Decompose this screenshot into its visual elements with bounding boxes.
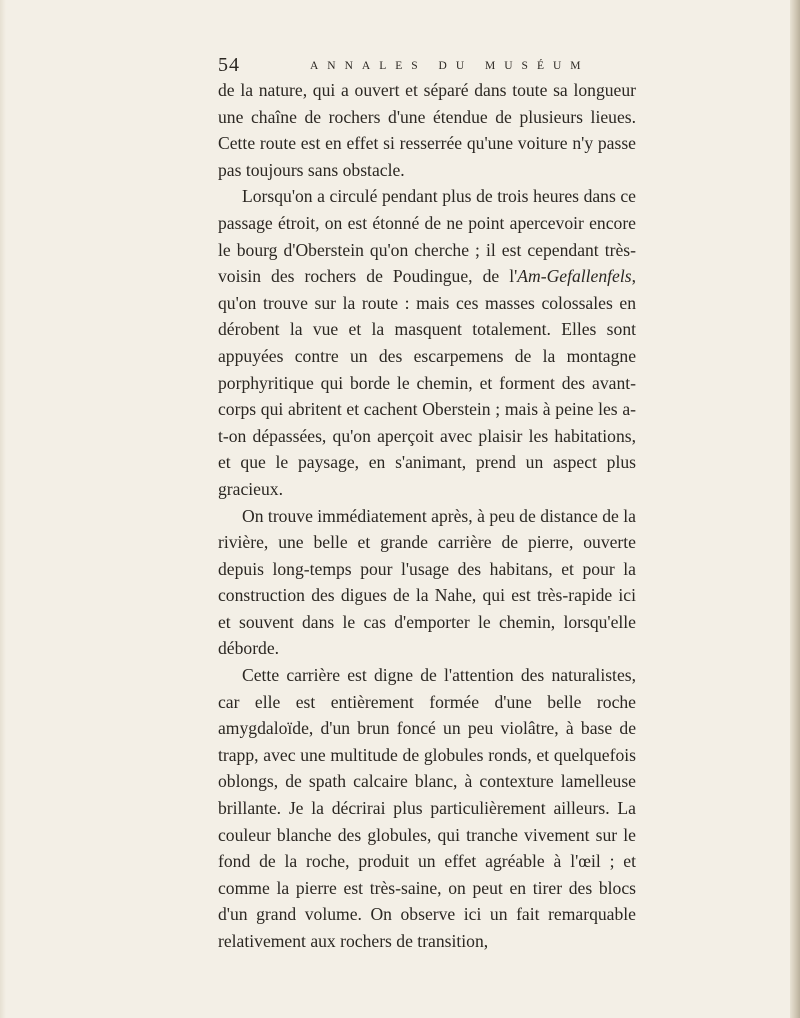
paragraph-3: On trouve immédiatement après, à peu de distance de la rivière, une belle et grande carrière de pierre, ouverte depuis long-temps pour l'usage des habitans, et pour la construction des digues de la Nahe, qui est très-rapide ici et souvent dans le cas d'emporter le chemin, lorsqu'elle déborde. xyxy=(218,505,636,659)
paragraph-1: de la nature, qui a ouvert et séparé dans toute sa longueur une chaîne de rochers d'une étendue de plusieurs lieues. Cette route est en effet si resserrée qu'une voiture n'y passe pas toujours sans obstacle. xyxy=(218,80,636,180)
page-binding-edge xyxy=(0,0,6,1018)
page-fore-edge xyxy=(790,0,800,1018)
body-text xyxy=(218,77,636,955)
page-number: 54 xyxy=(218,54,240,76)
paragraph-4: Cette carrière est digne de l'attention des naturalistes, car elle est entièrement formée d'une belle roche amygdaloïde, d'un brun foncé un peu violâtre, à base de trapp, avec une multitude de globules ronds, et quelquefois oblongs, de spath calcaire blanc, à contexture lamelleuse brillante. Je la décrirai plus particulièrement ailleurs. La couleur blanche des globules, qui tranche vivement sur le fond de la roche, produit un effet agréable à l'œil ; et comme la pierre est très-saine, on peut en tirer des blocs d'un grand volume. On observe ici un fait remarquable relativement aux rochers de transition, xyxy=(218,665,636,951)
place-name-italic: Am-Gefallenfels xyxy=(517,266,632,287)
paragraph-2: Lorsqu'on a circulé pendant plus de trois heures dans ce passage étroit, on est étonné de ne point apercevoir encore le bourg d'Oberstein qu'on cherche ; il est cependant très-voisin des rochers de Poudingue, de l'Am-Gefallenfels, qu'on trouve sur la route : mais ces masses colossales en dérobent la vue et la masquent totalement. Elles sont appuyées contre un des escarpemens de la montagne porphyritique qui borde le chemin, et forment des avant-corps qui abritent et cachent Oberstein ; mais à peine les a-t-on dépassées, qu'on aperçoit avec plaisir les habitations, et que le paysage, en s'animant, prend un aspect plus gracieux. xyxy=(218,186,636,499)
running-head: ANNALES DU MUSÉUM xyxy=(310,60,590,72)
